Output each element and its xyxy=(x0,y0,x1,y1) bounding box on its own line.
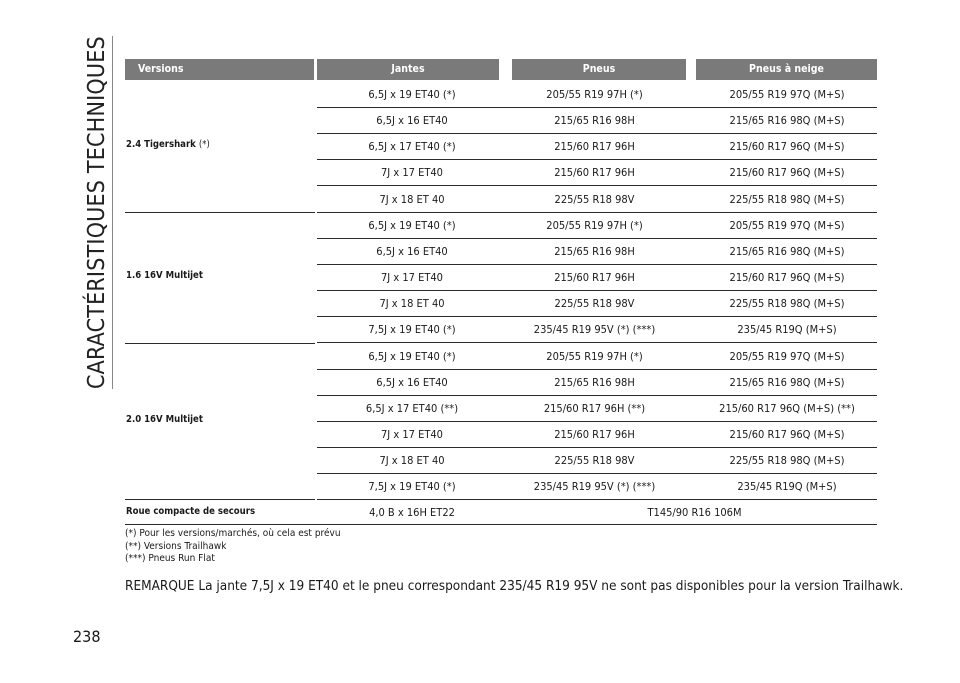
tyre-cell: 215/60 R17 96H xyxy=(554,166,635,180)
table-row xyxy=(317,81,877,108)
version-name: 1.6 16V Multijet xyxy=(126,270,203,282)
page-number: 238 xyxy=(73,627,101,646)
rim-cell: 7J x 18 ET 40 xyxy=(379,454,445,468)
snow-tyre-cell: 215/65 R16 98Q (M+S) xyxy=(729,244,845,258)
table-row xyxy=(317,238,877,265)
tyre-cell: 235/45 R19 95V (*) (***) xyxy=(533,323,656,337)
rim-cell: 7J x 17 ET40 xyxy=(381,166,443,180)
table-row xyxy=(317,186,877,213)
remark-note: REMARQUE La jante 7,5J x 19 ET40 et le pneu correspondant 235/45 R19 95V ne sont pas disponibles pour la version Trailhawk. xyxy=(125,578,904,594)
snow-tyre-cell: 205/55 R19 97Q (M+S) xyxy=(729,88,845,101)
version-label xyxy=(126,414,203,425)
table-row xyxy=(317,316,877,343)
snow-tyre-cell: 235/45 R19Q (M+S) xyxy=(737,323,837,337)
tyre-cell: 235/45 R19 95V (*) (***) xyxy=(533,480,656,494)
rim-cell: 7J x 18 ET 40 xyxy=(379,297,445,311)
tyre-cell: 215/60 R17 96H xyxy=(554,427,635,441)
snow-tyre-cell: 215/60 R17 96Q (M+S) xyxy=(729,166,845,180)
rim-cell: 7J x 17 ET40 xyxy=(381,271,443,285)
table-header xyxy=(125,59,877,80)
footnote: (**) Versions Trailhawk xyxy=(125,540,227,552)
rim-cell: 6,5J x 17 ET40 (*) xyxy=(368,140,456,154)
version-note: (*) xyxy=(198,139,210,151)
tyre-cell: 225/55 R18 98V xyxy=(554,297,635,311)
spare-label: Roue compacte de secours xyxy=(126,506,256,517)
snow-tyre-cell: 215/65 R16 98Q (M+S) xyxy=(729,375,845,389)
tyre-cell: 215/60 R17 96H (**) xyxy=(543,401,646,415)
table-row xyxy=(317,133,877,160)
side-title: CARACTÉRISTIQUES TECHNIQUES xyxy=(84,36,113,389)
rim-cell: 6,5J x 19 ET40 (*) xyxy=(368,218,456,232)
version-name: 2.4 Tigershark xyxy=(126,139,196,151)
rim-cell: 6,5J x 19 ET40 (*) xyxy=(368,349,456,363)
tyre-cell: 205/55 R19 97H (*) xyxy=(546,88,643,101)
rim-cell: 7,5J x 19 ET40 (*) xyxy=(368,480,456,494)
tyre-cell: 215/65 R16 98H xyxy=(554,244,635,258)
header-jantes: Jantes xyxy=(317,59,499,80)
snow-tyre-cell: 215/65 R16 98Q (M+S) xyxy=(729,114,845,128)
rim-cell: 6,5J x 17 ET40 (**) xyxy=(365,401,459,415)
version-label xyxy=(126,139,210,150)
rim-cell: 6,5J x 16 ET40 xyxy=(376,114,448,128)
version-name: 2.0 16V Multijet xyxy=(126,413,203,425)
spare-tyre: T145/90 R16 106M xyxy=(647,506,742,519)
tyre-cell: 215/65 R16 98H xyxy=(554,375,635,389)
table-row xyxy=(317,395,877,422)
spare-wheel-row xyxy=(125,499,877,525)
tyre-cell: 215/65 R16 98H xyxy=(554,114,635,128)
table-row xyxy=(317,343,877,370)
tyre-cell: 205/55 R19 97H (*) xyxy=(546,349,643,363)
header-pneus-neige: Pneus à neige xyxy=(696,59,877,80)
table-row xyxy=(317,212,877,239)
table-row xyxy=(317,473,877,500)
table-row xyxy=(317,264,877,291)
table-row xyxy=(317,369,877,396)
header-pneus: Pneus xyxy=(512,59,686,80)
table-row xyxy=(317,421,877,448)
footnotes xyxy=(125,528,341,566)
rim-cell: 7J x 18 ET 40 xyxy=(379,192,445,206)
tyre-cell: 215/60 R17 96H xyxy=(554,271,635,285)
tyre-cell: 215/60 R17 96H xyxy=(554,140,635,154)
rim-cell: 7J x 17 ET40 xyxy=(381,427,443,441)
snow-tyre-cell: 215/60 R17 96Q (M+S) (**) xyxy=(719,401,855,415)
tyre-cell: 205/55 R19 97H (*) xyxy=(546,218,643,232)
footnote: (*) Pour les versions/marchés, où cela est prévu xyxy=(125,528,341,539)
footnote: (***) Pneus Run Flat xyxy=(125,553,215,564)
table-row xyxy=(317,290,877,317)
snow-tyre-cell: 225/55 R18 98Q (M+S) xyxy=(729,192,845,206)
spare-rim: 4,0 B x 16H ET22 xyxy=(369,506,455,519)
table-row xyxy=(317,447,877,474)
version-label xyxy=(126,270,203,281)
table-row xyxy=(317,107,877,134)
rim-cell: 7,5J x 19 ET40 (*) xyxy=(368,323,456,337)
snow-tyre-cell: 205/55 R19 97Q (M+S) xyxy=(729,218,845,232)
snow-tyre-cell: 215/60 R17 96Q (M+S) xyxy=(729,271,845,285)
header-versions: Versions xyxy=(125,59,314,80)
snow-tyre-cell: 205/55 R19 97Q (M+S) xyxy=(729,349,845,363)
tyre-cell: 225/55 R18 98V xyxy=(554,192,635,206)
rim-cell: 6,5J x 16 ET40 xyxy=(376,244,448,258)
snow-tyre-cell: 225/55 R18 98Q (M+S) xyxy=(729,454,845,468)
snow-tyre-cell: 235/45 R19Q (M+S) xyxy=(737,480,837,494)
table-row xyxy=(317,159,877,186)
snow-tyre-cell: 215/60 R17 96Q (M+S) xyxy=(729,140,845,154)
rim-cell: 6,5J x 19 ET40 (*) xyxy=(368,88,456,101)
rim-cell: 6,5J x 16 ET40 xyxy=(376,375,448,389)
snow-tyre-cell: 215/60 R17 96Q (M+S) xyxy=(729,427,845,441)
snow-tyre-cell: 225/55 R18 98Q (M+S) xyxy=(729,297,845,311)
tyre-cell: 225/55 R18 98V xyxy=(554,454,635,468)
